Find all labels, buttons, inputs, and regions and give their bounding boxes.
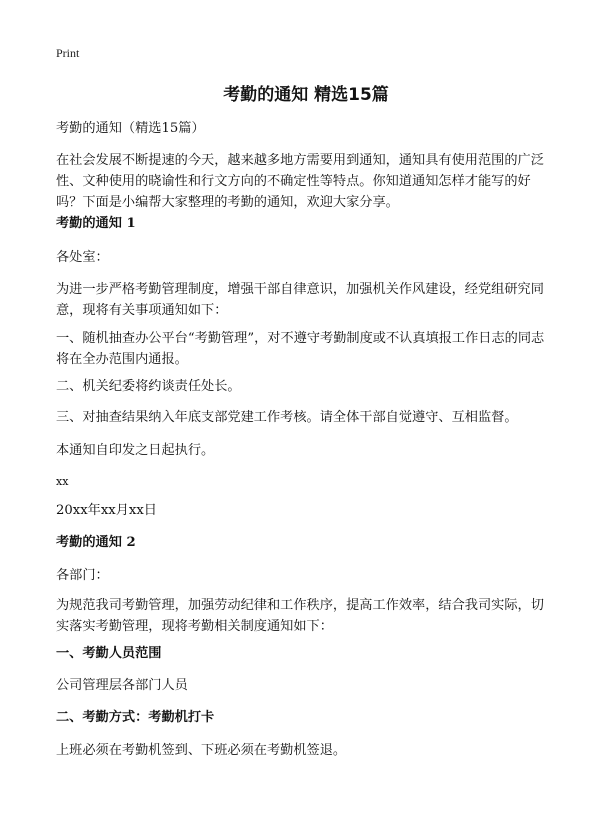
subtitle: 考勤的通知（精选15篇）	[56, 121, 205, 136]
section-2-paragraph-1: 为规范我司考勤管理，加强劳动纪律和工作秩序，提高工作效率，结合我司实际，切实落实考勤管理，现将考勤相关制度通知如下：	[56, 598, 544, 634]
section-2-subheading-1: 一、考勤人员范围	[56, 646, 162, 661]
section-1-greeting: 各处室：	[56, 250, 109, 265]
section-2-paragraph-3: 上班必须在考勤机签到、下班必须在考勤机签退。	[56, 743, 347, 758]
section-1-paragraph-2: 一、随机抽查办公平台“考勤管理”，对不遵守考勤制度或不认真填报工作日志的同志将在全办范围内通报。	[56, 331, 545, 367]
section-1-paragraph-1: 为进一步严格考勤管理制度，增强干部自律意识，加强机关作风建设，经党组研究同意，现将有关事项通知如下：	[56, 282, 544, 318]
intro-paragraph: 在社会发展不断提速的今天，越来越多地方需要用到通知，通知具有使用范围的广泛性、文种使用的晓谕性和行文方向的不确定性等特点。你知道通知怎样才能写的好吗？下面是小编帮大家整理的考勤的通知，欢迎大家分享。	[56, 153, 544, 210]
page-title: 考勤的通知 精选15篇	[223, 85, 389, 105]
section-2-paragraph-2: 公司管理层各部门人员	[56, 678, 188, 693]
section-2-subheading-2: 二、考勤方式：考勤机打卡	[56, 710, 215, 725]
section-1-date: 20xx年xx月xx日	[56, 503, 157, 518]
section-2-heading: 考勤的通知 2	[56, 535, 136, 550]
print-link[interactable]: Print	[56, 46, 80, 60]
section-1-signature: xx	[56, 475, 69, 488]
section-1-heading: 考勤的通知 1	[56, 216, 136, 231]
section-2-greeting: 各部门：	[56, 568, 109, 583]
section-1-paragraph-5: 本通知自印发之日起执行。	[56, 443, 215, 458]
section-1-paragraph-3: 二、机关纪委将约谈责任处长。	[56, 379, 241, 394]
section-1-paragraph-4: 三、对抽查结果纳入年底支部党建工作考核。请全体干部自觉遵守、互相监督。	[56, 410, 518, 425]
